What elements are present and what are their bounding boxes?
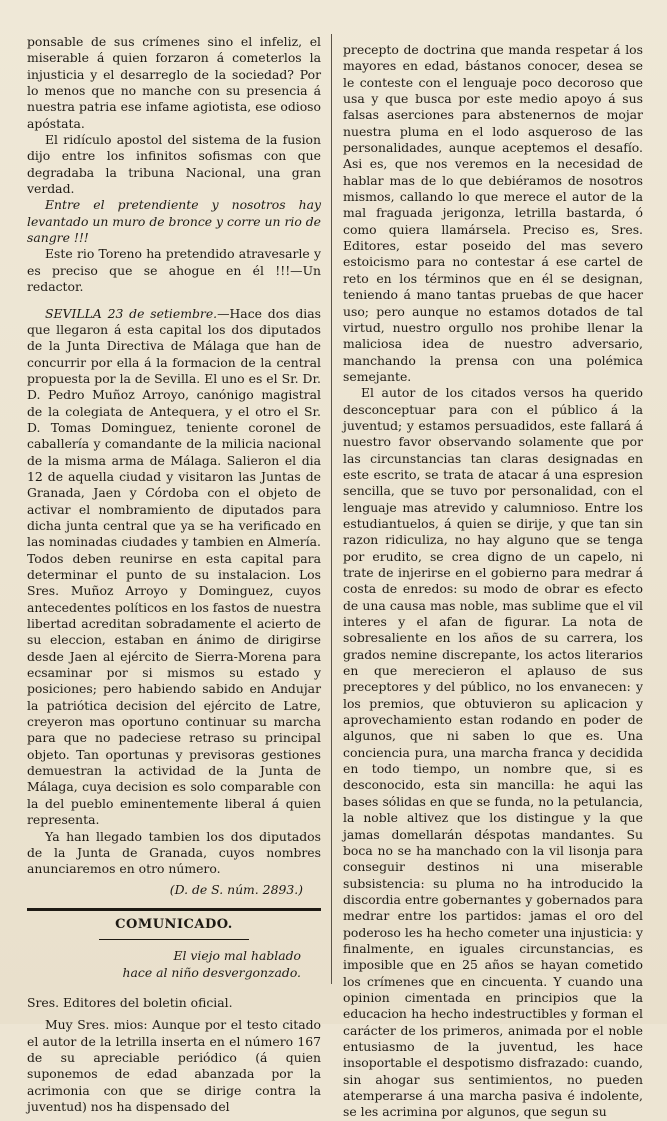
left-paragraph-6: Ya han llegado tambien los dos diputados de la Junta de Granada, cuyos nombres anunciaremos en otro número. (27, 828, 321, 877)
left-column (27, 34, 321, 1115)
sevilla-article (27, 306, 321, 829)
right-paragraph-2: El autor de los citados versos ha querido desconceptuar para con el público á la juventud; y estamos persuadidos, este fallará á nuestro favor observando solamente que por las circunstancias tan claras designadas en este escrito, se trata de atacar á una espresion sencilla, que se tuvo por personalidad, con el lenguaje mas atrevido y calumnioso. Entre los estudiantuelos, á quien se dirije, y que tan sin razon ridiculiza, no hay alguno que se tenga por erudito, se crea digno de un capelo, ni trate de injerirse en el gobierno para medrar á costa de enredos: su modo de obrar es efecto de una causa mas noble, mas sublime que el vil interes y el afan de figurar. La nota de sobresaliente en los años de su carrera, los grados nemine discrepante, los actos literarios en que merecieron el aplauso de sus preceptores y del público, no los envanecen: y los premios, que obtuvieron su aplicacion y aprovechamiento estan rodando en poder de algunos, que ni saben lo que es. Una conciencia pura, una marcha franca y decidida en todo tiempo, un nombre que, si es desconocido, esta sin mancilla: he aqui las bases sólidas en que se funda, no la petulancia, la noble altivez que los distingue y la que jamas domellarán déspotas mandantes. Su boca no se ha manchado con la vil lisonja para conseguir destinos ni una miserable subsistencia: su pluma no ha introducido la discordia entre gobernantes y gobernados para medrar entre los partidos: jamas el oro del poderoso les ha hecho cometer una injusticia: y finalmente, en iguales circunstancias, es imposible que en 25 años se hayan cometido los crímenes que en cincuenta. Y cuando una opinion cimentada en principios que la educacion ha hecho indestructibles y forman el carácter de los primeros, animada por el noble entusiasmo de la juventud, les hace insoportable el despotismo disfrazado: cuando, sin ahogar sus sentimientos, no pueden atemperarse á una marcha pasiva é indolente, se les acrimina por algunos, que segun su (343, 385, 643, 1120)
right-column (343, 42, 643, 1121)
source-citation: (D. de S. núm. 2893.) (169, 881, 303, 897)
left-quote: Entre el pretendiente y nosotros hay levantado un muro de bronce y corre un rio de sangre !!! (27, 197, 321, 246)
left-paragraph-1: ponsable de sus crímenes sino el infeliz, el miserable á quien forzaron á cometerlos la injusticia y el desarreglo de la sociedad? Por lo menos que no manche con su presencia á nuestra patria ese infame agiotista, ese odioso apóstata. (27, 34, 321, 131)
right-paragraph-1: precepto de doctrina que manda respetar á los mayores en edad, bástanos conocer, desea se le conteste con el lenguaje poco decoroso que usa y que busca por este medio apoyo á sus falsas aserciones para abstenernos de mojar nuestra pluma en el lodo asqueroso de las personalidades, aunque aceptemos el desafío. Asi es, que nos veremos en la necesidad de hablar mas de lo que debiéramos de nosotros mismos, callando lo que merece el autor de la mal fraguada jerigonza, letrilla bastarda, ó como quiera llamársela. Preciso es, Sres. Editores, estar poseido del mas severo estoicismo para no contestar á ese cartel de reto en los términos que en él se designan, teniendo á mano tantas pruebas de que hacer uso; pero aunque no estamos dotados de tal virtud, nuestro orgullo nos prohibe llenar la maliciosa idea de nuestro adversario, manchando la prensa con una polémica semejante. (343, 42, 643, 384)
sevilla-article-body: —Hace dos dias que llegaron á esta capital los dos diputados de la Junta Directiva de Málaga que han de concurrir por ella á la formacion de la central propuesta por la de Sevilla. El uno es el Sr. Dr. D. Pedro Muñoz Arroyo, canónigo magistral de la colegiata de Antequera, y el otro el Sr. D. Tomas Dominguez, teniente coronel de caballería y comandante de la milicia nacional de la misma arma de Málaga. Salieron el dia 12 de aquella ciudad y visitaron las Juntas de Granada, Jaen y Córdoba con el objeto de activar el nombramiento de diputados para dicha junta central que ya se ha verificado en las nominadas ciudades y tambien en Almería. Todos deben reunirse en esta capital para determinar el punto de su instalacion. Los Sres. Muñoz Arroyo y Dominguez, cuyos antecedentes políticos en los fastos de nuestra libertad acreditan sobradamente el acierto de su eleccion, estaban en ánimo de dirigirse desde Jaen al ejército de Sierra-Morena para ecsaminar por si mismos su estado y posiciones; pero habiendo sabido en Andujar la patriótica decision del ejército de Latre, creyeron mas oportuno continuar su marcha para que no padeciese retraso su principal objeto. Tan oportunas y previsoras gestiones demuestran la actividad de la Junta de Málaga, cuya decision es solo comparable con la del pueblo eminentemente liberal á quien representa. (27, 305, 321, 828)
heading-underline (99, 939, 249, 940)
epigraph-line-1: El viejo mal hablado (173, 948, 301, 964)
epigraph-line-2: hace al niño desvergonzado. (122, 964, 301, 980)
letter-paragraph-1: Muy Sres. mios: Aunque por el testo citado el autor de la letrilla inserta en el número 167 de su apreciable periódico (á quien suponemos de edad abanzada por la acrimonia con que se dirige contra la juventud) nos ha dispensado del (27, 1017, 321, 1114)
section-heading: COMUNICADO. (115, 916, 233, 932)
dateline: SEVILLA 23 de setiembre. (45, 305, 218, 321)
left-paragraph-4: Este rio Toreno ha pretendido atravesarle y es preciso que se ahogue en él !!!—Un redactor. (27, 246, 321, 295)
left-paragraph-2: El ridículo apostol del sistema de la fusion dijo entre los infinitos sofismas con que degradaba la tribuna Nacional, una gran verdad. (27, 132, 321, 197)
column-divider (331, 34, 332, 984)
section-divider (27, 908, 321, 911)
salutation: Sres. Editores del boletin oficial. (27, 994, 233, 1010)
